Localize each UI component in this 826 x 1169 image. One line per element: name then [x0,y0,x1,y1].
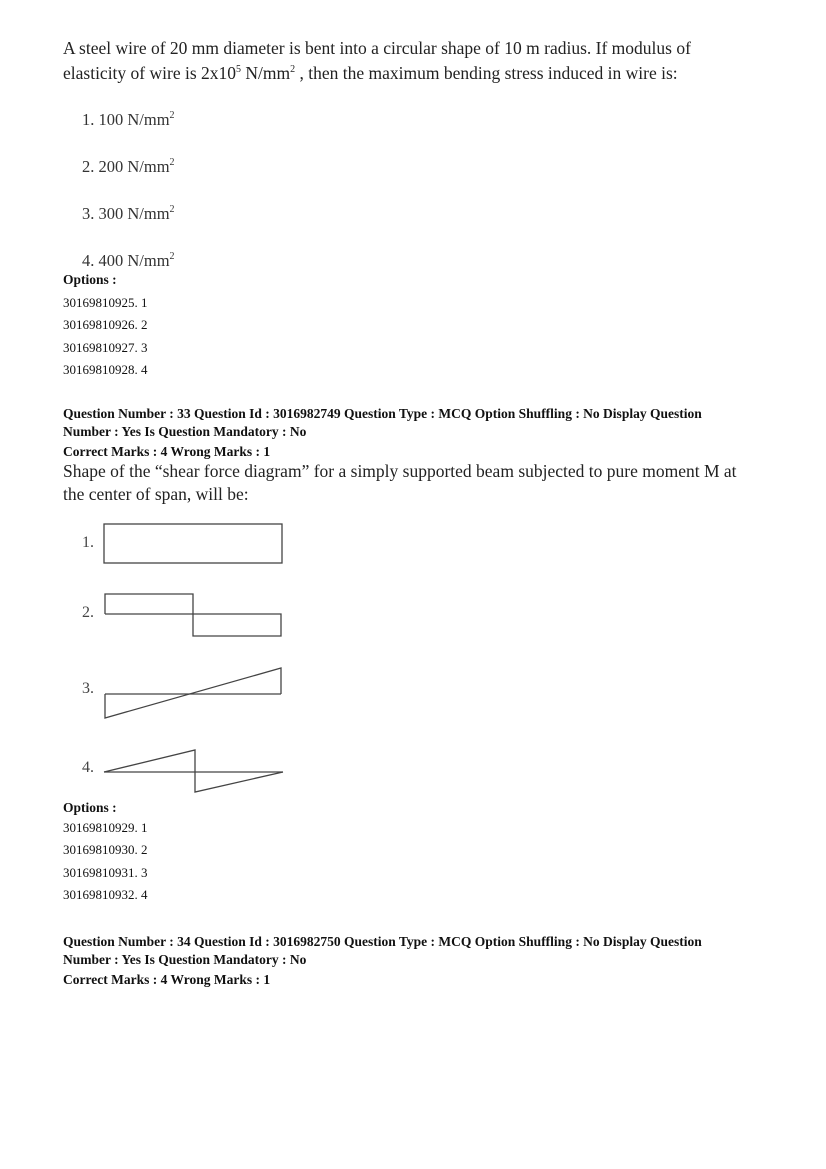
option-id: 30169810929. 1 [63,820,148,835]
sup: 2 [169,251,175,262]
text: N/mm [241,63,291,83]
options-label: Options : [63,272,117,287]
diagram-label: 2. [82,604,94,621]
header-line: Number : Yes Is Question Mandatory : No [63,952,307,967]
option-id: 30169810930. 2 [63,842,148,858]
options-label: Options : [63,800,117,815]
diagram-label: 1. [82,534,94,551]
option-id: 30169810931. 3 [63,864,148,880]
question-line: the center of span, will be: [63,484,249,504]
sup: 2 [169,157,175,168]
option-id: 30169810927. 3 [63,339,148,355]
diagram-label: 4. [82,759,94,776]
question-34-header [63,933,702,989]
text: , then the maximum bending stress induced in wire is: [295,63,678,83]
text: elasticity of wire is 2x10 [63,63,237,83]
question-line: Shape of the “shear force diagram” for a simply supported beam subjected to pure moment M at [63,461,737,481]
diagram-2-step [105,594,281,636]
options-list [63,817,148,906]
header-line: Question Number : 33 Question Id : 3016982749 Question Type : MCQ Option Shuffling : No Display Question [63,406,702,421]
marks: Correct Marks : 4 Wrong Marks : 1 [63,972,271,987]
choice-text: 2. 200 N/mm [82,157,170,176]
sup: 5 [236,64,242,75]
diagram-3-linear [105,668,281,718]
choice-text: 3. 300 N/mm [82,204,170,223]
header-line: Question Number : 34 Question Id : 3016982750 Question Type : MCQ Option Shuffling : No Display Question [63,934,702,949]
sup: 2 [169,110,175,121]
option-id: 30169810928. 4 [63,361,148,377]
sup: 2 [169,204,175,215]
option-id: 30169810932. 4 [63,886,148,902]
diagram-4-sawtooth [104,750,283,792]
marks: Correct Marks : 4 Wrong Marks : 1 [63,444,271,459]
question-line: A steel wire of 20 mm diameter is bent into a circular shape of 10 m radius. If modulus of [63,38,691,58]
choice-text: 1. 100 N/mm [82,110,170,129]
diagram-1-rectangle [104,524,282,563]
header-line: Number : Yes Is Question Mandatory : No [63,424,307,439]
option-id: 30169810926. 2 [63,317,148,333]
sup: 2 [290,64,296,75]
diagram-label: 3. [82,680,94,697]
option-id: 30169810925. 1 [63,295,148,310]
choice-text: 4. 400 N/mm [82,251,170,270]
